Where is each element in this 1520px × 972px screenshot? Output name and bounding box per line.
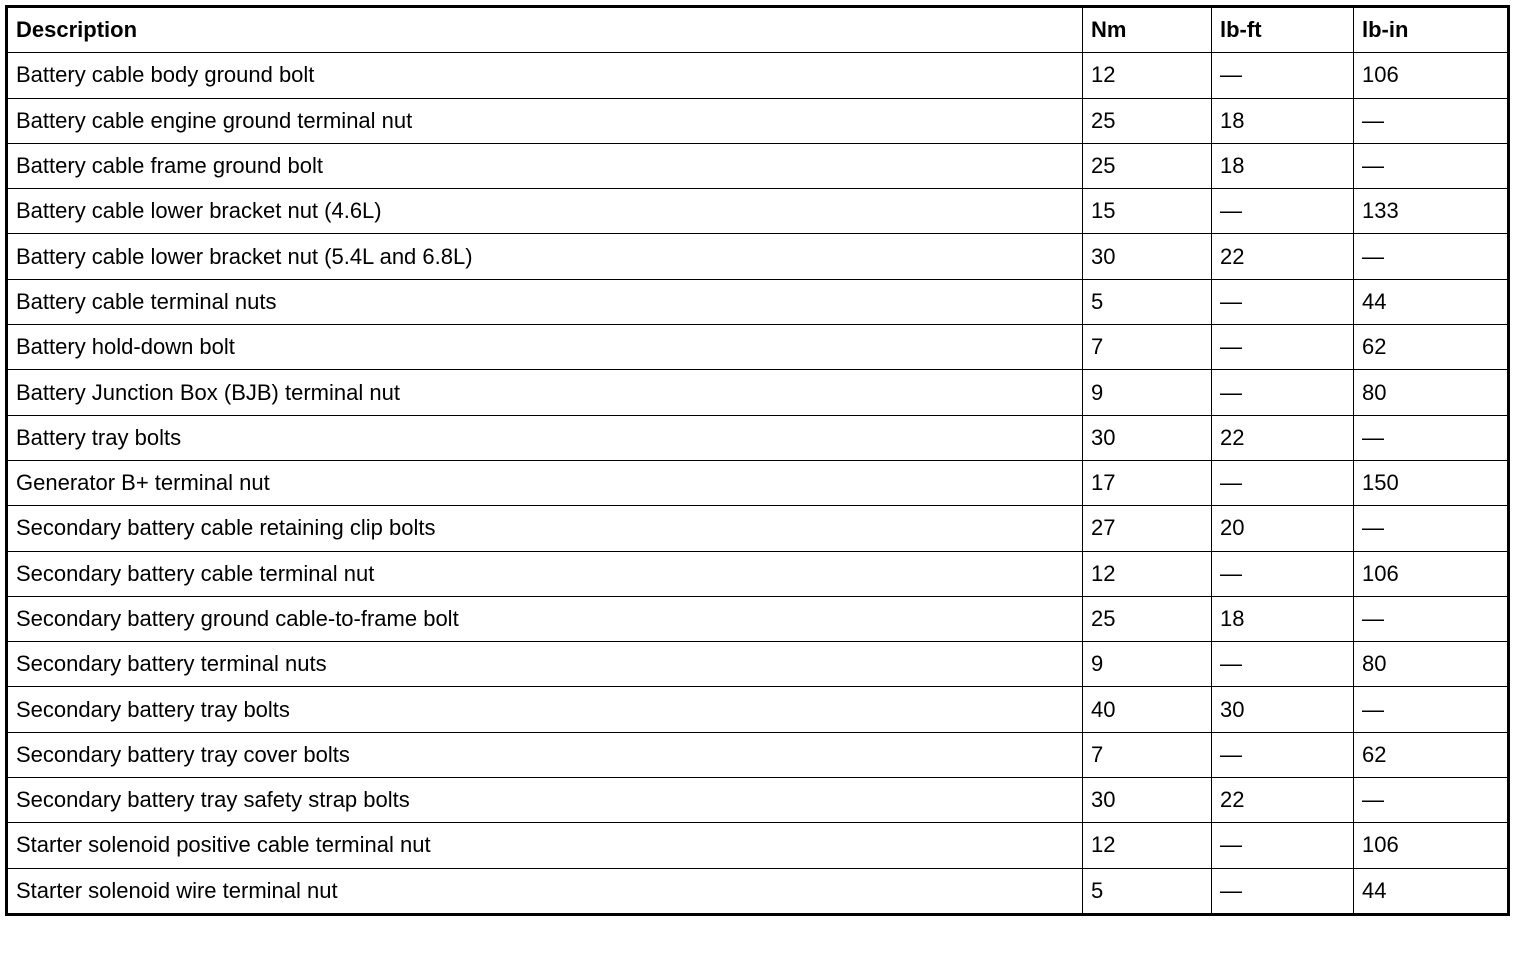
column-header-lb-ft: lb-ft bbox=[1212, 7, 1354, 53]
table-row bbox=[7, 189, 1509, 234]
description-cell: Battery hold-down bolt bbox=[7, 325, 1083, 370]
lb-in-cell: — bbox=[1354, 143, 1509, 188]
description-cell: Battery tray bolts bbox=[7, 415, 1083, 460]
lb-ft-cell: — bbox=[1212, 460, 1354, 505]
table-row bbox=[7, 642, 1509, 687]
description-cell: Battery cable engine ground terminal nut bbox=[7, 98, 1083, 143]
header-row bbox=[7, 7, 1509, 53]
lb-in-cell: 62 bbox=[1354, 732, 1509, 777]
lb-in-cell: 150 bbox=[1354, 460, 1509, 505]
lb-in-cell: 62 bbox=[1354, 325, 1509, 370]
description-cell: Battery cable lower bracket nut (4.6L) bbox=[7, 189, 1083, 234]
lb-ft-cell: — bbox=[1212, 551, 1354, 596]
table-row bbox=[7, 778, 1509, 823]
table-row bbox=[7, 143, 1509, 188]
table-row bbox=[7, 596, 1509, 641]
nm-cell: 30 bbox=[1083, 778, 1212, 823]
description-cell: Battery cable body ground bolt bbox=[7, 53, 1083, 98]
lb-in-cell: 106 bbox=[1354, 53, 1509, 98]
description-cell: Generator B+ terminal nut bbox=[7, 460, 1083, 505]
lb-in-cell: — bbox=[1354, 234, 1509, 279]
table-row bbox=[7, 687, 1509, 732]
description-cell: Secondary battery tray bolts bbox=[7, 687, 1083, 732]
description-cell: Secondary battery cable terminal nut bbox=[7, 551, 1083, 596]
table-row bbox=[7, 823, 1509, 868]
lb-in-cell: — bbox=[1354, 687, 1509, 732]
lb-ft-cell: 22 bbox=[1212, 234, 1354, 279]
table-row bbox=[7, 415, 1509, 460]
lb-in-cell: 106 bbox=[1354, 823, 1509, 868]
nm-cell: 9 bbox=[1083, 370, 1212, 415]
lb-in-cell: — bbox=[1354, 415, 1509, 460]
table-body bbox=[7, 53, 1509, 915]
nm-cell: 40 bbox=[1083, 687, 1212, 732]
lb-ft-cell: — bbox=[1212, 325, 1354, 370]
lb-ft-cell: — bbox=[1212, 642, 1354, 687]
lb-in-cell: — bbox=[1354, 506, 1509, 551]
lb-ft-cell: 18 bbox=[1212, 143, 1354, 188]
table-row bbox=[7, 551, 1509, 596]
lb-ft-cell: — bbox=[1212, 189, 1354, 234]
lb-in-cell: 106 bbox=[1354, 551, 1509, 596]
lb-ft-cell: 18 bbox=[1212, 98, 1354, 143]
table-row bbox=[7, 868, 1509, 914]
table-row bbox=[7, 370, 1509, 415]
table-row bbox=[7, 53, 1509, 98]
torque-spec-table bbox=[5, 5, 1510, 916]
nm-cell: 5 bbox=[1083, 868, 1212, 914]
lb-in-cell: — bbox=[1354, 98, 1509, 143]
description-cell: Battery Junction Box (BJB) terminal nut bbox=[7, 370, 1083, 415]
lb-in-cell: 80 bbox=[1354, 370, 1509, 415]
lb-ft-cell: — bbox=[1212, 279, 1354, 324]
lb-ft-cell: 30 bbox=[1212, 687, 1354, 732]
nm-cell: 7 bbox=[1083, 325, 1212, 370]
lb-in-cell: — bbox=[1354, 778, 1509, 823]
table-row bbox=[7, 98, 1509, 143]
nm-cell: 25 bbox=[1083, 98, 1212, 143]
description-cell: Battery cable frame ground bolt bbox=[7, 143, 1083, 188]
description-cell: Secondary battery tray safety strap bolts bbox=[7, 778, 1083, 823]
nm-cell: 25 bbox=[1083, 143, 1212, 188]
description-cell: Secondary battery terminal nuts bbox=[7, 642, 1083, 687]
column-header-nm: Nm bbox=[1083, 7, 1212, 53]
lb-ft-cell: — bbox=[1212, 370, 1354, 415]
lb-in-cell: 80 bbox=[1354, 642, 1509, 687]
column-header-description: Description bbox=[7, 7, 1083, 53]
nm-cell: 12 bbox=[1083, 551, 1212, 596]
nm-cell: 7 bbox=[1083, 732, 1212, 777]
description-cell: Starter solenoid wire terminal nut bbox=[7, 868, 1083, 914]
description-cell: Secondary battery cable retaining clip bolts bbox=[7, 506, 1083, 551]
lb-ft-cell: 22 bbox=[1212, 415, 1354, 460]
description-cell: Battery cable lower bracket nut (5.4L and 6.8L) bbox=[7, 234, 1083, 279]
table-row bbox=[7, 506, 1509, 551]
nm-cell: 30 bbox=[1083, 234, 1212, 279]
table-row bbox=[7, 732, 1509, 777]
nm-cell: 17 bbox=[1083, 460, 1212, 505]
table-row bbox=[7, 234, 1509, 279]
nm-cell: 30 bbox=[1083, 415, 1212, 460]
nm-cell: 9 bbox=[1083, 642, 1212, 687]
nm-cell: 12 bbox=[1083, 823, 1212, 868]
lb-in-cell: 44 bbox=[1354, 279, 1509, 324]
lb-ft-cell: 22 bbox=[1212, 778, 1354, 823]
nm-cell: 12 bbox=[1083, 53, 1212, 98]
lb-ft-cell: — bbox=[1212, 823, 1354, 868]
nm-cell: 27 bbox=[1083, 506, 1212, 551]
lb-ft-cell: — bbox=[1212, 732, 1354, 777]
lb-in-cell: 44 bbox=[1354, 868, 1509, 914]
nm-cell: 25 bbox=[1083, 596, 1212, 641]
description-cell: Secondary battery tray cover bolts bbox=[7, 732, 1083, 777]
lb-ft-cell: — bbox=[1212, 868, 1354, 914]
nm-cell: 15 bbox=[1083, 189, 1212, 234]
nm-cell: 5 bbox=[1083, 279, 1212, 324]
description-cell: Battery cable terminal nuts bbox=[7, 279, 1083, 324]
table-header bbox=[7, 7, 1509, 53]
lb-ft-cell: 18 bbox=[1212, 596, 1354, 641]
lb-ft-cell: — bbox=[1212, 53, 1354, 98]
lb-ft-cell: 20 bbox=[1212, 506, 1354, 551]
table-row bbox=[7, 279, 1509, 324]
lb-in-cell: — bbox=[1354, 596, 1509, 641]
description-cell: Secondary battery ground cable-to-frame bolt bbox=[7, 596, 1083, 641]
lb-in-cell: 133 bbox=[1354, 189, 1509, 234]
column-header-lb-in: lb-in bbox=[1354, 7, 1509, 53]
table-row bbox=[7, 325, 1509, 370]
table-row bbox=[7, 460, 1509, 505]
description-cell: Starter solenoid positive cable terminal nut bbox=[7, 823, 1083, 868]
